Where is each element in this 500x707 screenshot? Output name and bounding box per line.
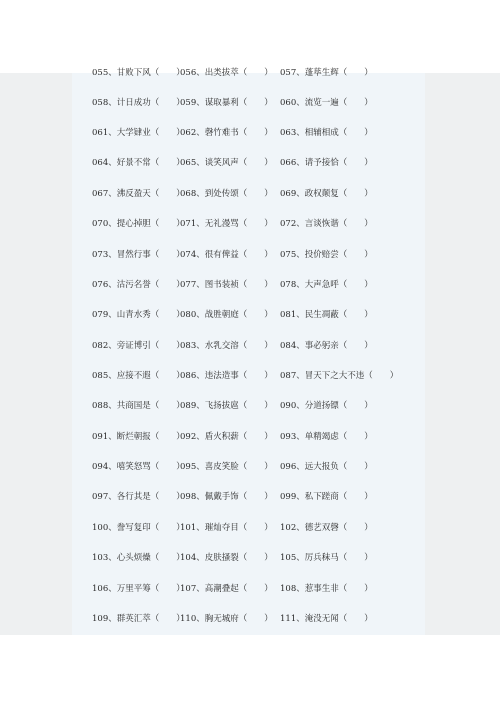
exercise-item: 087、冒天下之大不违（ ） [280,371,399,381]
exercise-item: 076、沽污名誉（ ） [92,280,185,290]
exercise-item: 081、民生凋蔽（ ） [280,310,373,320]
exercise-row [92,126,492,140]
exercise-item: 078、大声急呼（ ） [280,280,373,290]
exercise-item: 091、断烂朝报（ ） [92,432,185,442]
exercise-item: 111、淹没无闻（ ） [280,614,373,624]
exercise-item: 109、群英汇萃（ ） [92,614,185,624]
exercise-item: 095、喜皮笑脸（ ） [180,462,273,472]
exercise-item: 096、远大报负（ ） [280,462,373,472]
exercise-item: 101、璀灿夺目（ ） [180,523,273,533]
exercise-row [92,582,492,596]
exercise-item: 092、盾火积薪（ ） [180,432,273,442]
exercise-item: 059、谋取暴利（ ） [180,98,273,108]
exercise-item: 069、政权颠复（ ） [280,189,373,199]
exercise-row [92,278,492,292]
exercise-item: 088、共商国是（ ） [92,401,185,411]
exercise-item: 067、沸反盈天（ ） [92,189,185,199]
exercise-item: 080、战胜朝庭（ ） [180,310,273,320]
exercise-item: 073、冒然行事（ ） [92,250,185,260]
exercise-item: 110、胸无城府（ ） [180,614,273,624]
exercise-row [92,66,492,80]
exercise-item: 057、蓬荜生辉（ ） [280,68,373,78]
exercise-item: 058、计日成功（ ） [92,98,185,108]
exercise-item: 066、请予接恰（ ） [280,158,373,168]
exercise-item: 056、出类拔萃（ ） [180,68,273,78]
exercise-row [92,612,492,626]
exercise-item: 063、相辅相成（ ） [280,128,373,138]
exercise-item: 060、流览一遍（ ） [280,98,373,108]
exercise-row [92,369,492,383]
exercise-item: 072、言谈恢谐（ ） [280,219,373,229]
exercise-item: 100、誊写复印（ ） [92,523,185,533]
exercise-item: 079、山青水秀（ ） [92,310,185,320]
exercise-item: 106、万里平筹（ ） [92,584,185,594]
exercise-item: 099、私下蹉商（ ） [280,492,373,502]
exercise-item: 108、惹事生非（ ） [280,584,373,594]
exercise-row [92,430,492,444]
exercise-row [92,551,492,565]
exercise-item: 071、无礼漫骂（ ） [180,219,273,229]
exercise-item: 102、德艺双磬（ ） [280,523,373,533]
exercise-item: 105、厉兵秣马（ ） [280,553,373,563]
exercise-row [92,187,492,201]
exercise-item: 055、甘败下风（ ） [92,68,185,78]
exercise-item: 074、很有俾益（ ） [180,250,273,260]
exercise-item: 064、好景不常（ ） [92,158,185,168]
exercise-row [92,96,492,110]
exercise-item: 077、图书装祯（ ） [180,280,273,290]
exercise-item: 085、应接不遐（ ） [92,371,185,381]
exercise-row [92,308,492,322]
exercise-item: 090、分道扬镖（ ） [280,401,373,411]
exercise-item: 082、旁证博引（ ） [92,341,185,351]
exercise-row [92,521,492,535]
exercise-item: 089、飞扬拔扈（ ） [180,401,273,411]
exercise-item: 068、到处传颂（ ） [180,189,273,199]
exercise-row [92,399,492,413]
exercise-item: 083、水乳交溶（ ） [180,341,273,351]
exercise-item: 065、谈笑风声（ ） [180,158,273,168]
exercise-item: 093、单精竭虑（ ） [280,432,373,442]
exercise-row [92,460,492,474]
exercise-row [92,339,492,353]
exercise-item: 103、心头烦燥（ ） [92,553,185,563]
exercise-row [92,248,492,262]
exercise-item: 086、违法造事（ ） [180,371,273,381]
exercise-item: 098、佩戴手饰（ ） [180,492,273,502]
exercise-row [92,217,492,231]
exercise-item: 084、事必躬亲（ ） [280,341,373,351]
exercise-row [92,490,492,504]
exercise-item: 104、皮肤搔裂（ ） [180,553,273,563]
exercise-item: 075、投价赔尝（ ） [280,250,373,260]
exercise-item: 107、高潮叠起（ ） [180,584,273,594]
exercise-item: 061、大学肄业（ ） [92,128,185,138]
exercise-row [92,156,492,170]
exercise-item: 094、嘻笑怒骂（ ） [92,462,185,472]
exercise-item: 062、磬竹难书（ ） [180,128,273,138]
exercise-item: 070、提心掉胆（ ） [92,219,185,229]
exercise-item: 097、各行其是（ ） [92,492,185,502]
